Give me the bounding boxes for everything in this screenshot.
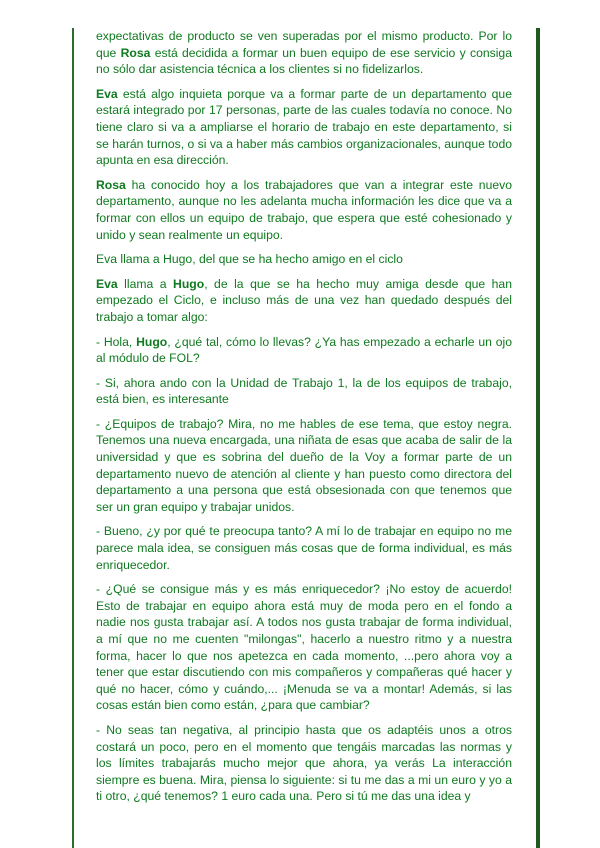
person-name: Hugo — [136, 334, 168, 349]
dialogue-line-6: - No seas tan negativa, al principio hasta que os adaptéis unos a otros costará un poco, pero en el momento que tengáis marcadas las normas y los límites trabajarás mucho mejor que ahora, ya verás La interacción siempre es buena. Mira, piensa lo siguiente: si tu me das a mi un euro y yo a ti otro, ¿qué tenemos? 1 euro cada una. Pero si tú me das una idea y — [96, 722, 512, 804]
person-name: Rosa — [120, 45, 151, 60]
paragraph-4: Eva llama a Hugo, del que se ha hecho amigo en el ciclo — [96, 252, 403, 267]
dialogue-line-2: - Si, ahora ando con la Unidad de Trabajo 1, la de los equipos de trabajo, está bien, es interesante — [96, 375, 512, 407]
document-body — [96, 28, 512, 813]
dialogue-line-4: - Bueno, ¿y por qué te preocupa tanto? A mí lo de trabajar en equipo no me parece mala idea, se consiguen más cosas que de forma individual, es más enriquecedor. — [96, 524, 512, 572]
dialogue-line-3: - ¿Equipos de trabajo? Mira, no me hables de ese tema, que estoy negra. Tenemos una nueva encargada, una niñata de esas que acaba de salir de la universidad y que es sobrina del dueño de la Voy a formar parte de un departamento nuevo de atención al cliente y han puesto como directora del departamento a una persona que está obsesionada con que tenemos que ser un gran equipo y trabajar unidos. — [96, 416, 512, 514]
left-margin-rule — [72, 28, 74, 848]
paragraph-1: expectativas de producto se ven superadas por el mismo producto. Por lo que Rosa está decidida a formar un buen equipo de ese servicio y consiga no sólo dar asistencia técnica a los clientes si no fidelizarlos. — [96, 29, 512, 77]
dialogue-line-1: - Hola, Hugo, ¿qué tal, cómo lo llevas? ¿Ya has empezado a echarle un ojo al módulo de FOL? — [96, 334, 512, 366]
paragraph-5: Eva llama a Hugo, de la que se ha hecho muy amiga desde que han empezado el Ciclo, e incluso más de una vez han quedado después del trabajo a tomar algo: — [96, 276, 512, 324]
right-margin-rule — [536, 28, 540, 848]
person-name: Eva — [96, 276, 118, 291]
person-name: Rosa — [96, 177, 126, 192]
dialogue-line-5: - ¿Qué se consigue más y es más enriquecedor? ¡No estoy de acuerdo! Esto de trabajar en equipo ahora está muy de moda pero en el fondo a nadie nos gusta trabajar así. A todos nos gusta trabajar de forma individual, a mí que no me cuenten "milongas", hacerlo a nuestro ritmo y a nuestra forma, hacer lo que nos apetezca en cada momento, ...pero ahora voy a tener que estar discutiendo con mis compañeros y compañeras qué hacer y qué no hacer, cómo y cuándo,... ¡Menuda se va a montar! Además, si las cosas están bien como están, ¿para que cambiar? — [96, 582, 512, 713]
paragraph-3: Rosa ha conocido hoy a los trabajadores que van a integrar este nuevo departamento, aunque no les adelanta mucha información les dice que va a formar con ellos un equipo de trabajo, que espera que esté cohesionado y unido y sean realmente un equipo. — [96, 177, 512, 242]
person-name: Hugo — [173, 276, 205, 291]
person-name: Eva — [96, 86, 118, 101]
paragraph-2: Eva está algo inquieta porque va a formar parte de un departamento que estará integrado por 17 personas, parte de las cuales todavía no conoce. No tiene claro si va a ampliarse el horario de trabajo en este departamento, si se harán turnos, o si va a haber más cambios organizacionales, aunque todo apunta en esa dirección. — [96, 86, 512, 168]
